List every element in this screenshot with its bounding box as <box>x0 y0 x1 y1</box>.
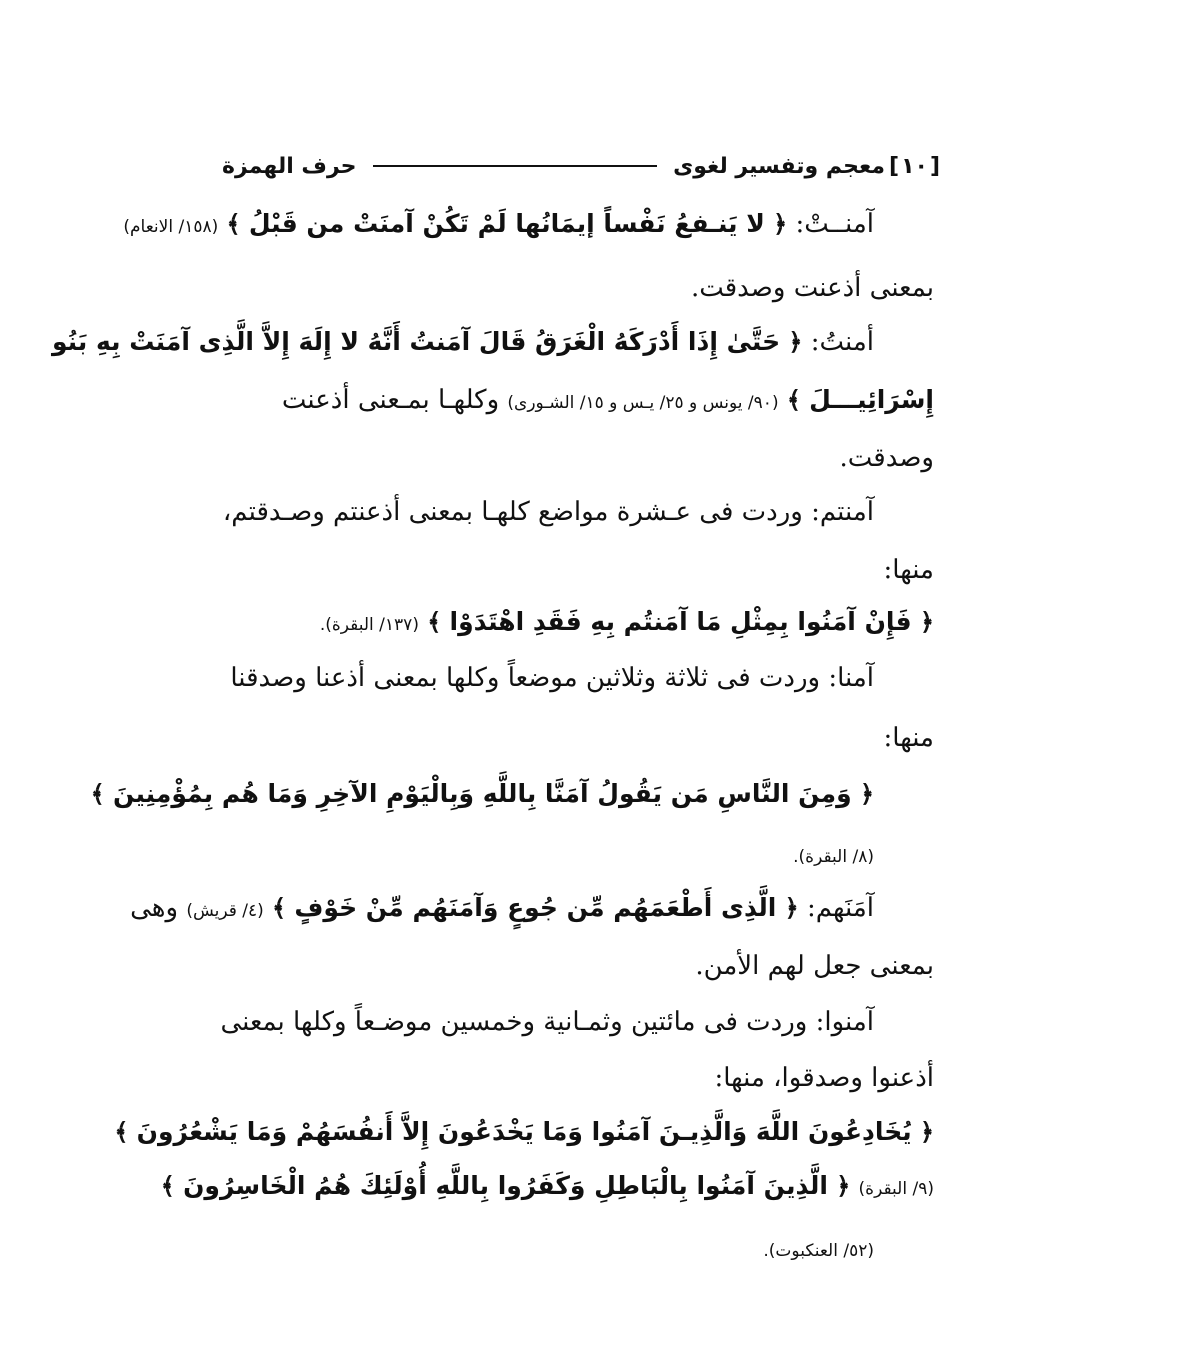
quran-bracket-open: ﴿ <box>836 1172 851 1200</box>
entry-text: وصدقت. <box>839 443 934 473</box>
entry-line <box>222 1058 934 1102</box>
entry-text: آمنتم: وردت فى عـشرة مواضع كلهـا بمعنى أذعنتم وصـدقتم، <box>222 497 874 527</box>
entry-line <box>160 1166 934 1210</box>
quran-verse: فَإِنْ آمَنُوا بِمِثْلِ مَا آمَنتُم بِهِ فَقَدِ اهْتَدَوْا <box>449 607 912 636</box>
entry-line <box>222 380 934 424</box>
running-header <box>222 144 940 188</box>
verse-reference: (٨/ البقرة). <box>793 847 874 867</box>
entry-line <box>222 658 934 702</box>
entry-line <box>222 1228 934 1272</box>
quran-bracket-close: ﴾ <box>272 894 287 922</box>
verse-reference: (٩٠/ يونس و ٢٥/ يـس و ١٥/ الشـورى) <box>507 393 779 413</box>
page-number: ١٠ <box>901 153 928 179</box>
header-rule <box>373 165 658 167</box>
entry-text: آمنوا: وردت فى مائتين وثمـانية وخمسين موضـعاً وكلها بمعنى <box>220 1007 874 1037</box>
quran-bracket-open: ﴿ <box>919 608 934 636</box>
quran-verse: الَّذِى أَطْعَمَهُم مِّن جُوعٍ وَآمَنَهُم مِّنْ خَوْفٍ <box>294 893 777 922</box>
entry-text: بمعنى أذعنت وصدقت. <box>690 273 934 303</box>
entry-text: وكلهـا بمـعنى أذعنت <box>281 385 500 415</box>
entry-line <box>51 322 934 366</box>
entry-text: آمنا: وردت فى ثلاثة وثلاثين موضعاً وكلها بمعنى أذعنا وصدقنا <box>230 663 874 693</box>
entry-line <box>222 1002 934 1046</box>
entry-text: منها: <box>883 555 934 585</box>
verse-reference: (٤/ قريش) <box>186 901 264 921</box>
quran-bracket-close: ﴾ <box>786 386 801 414</box>
quran-verse: حَتَّىٰ إِذَا أَدْرَكَهُ الْغَرَقُ قَالَ آمَنتُ أَنَّهُ لا إِلَهَ إِلاَّ الَّذِى آمَنَتْ بِهِ بَنُو <box>51 327 781 356</box>
quran-bracket-close: ﴾ <box>114 1118 129 1146</box>
entry-line <box>222 946 934 990</box>
quran-bracket-open: ﴿ <box>773 210 788 238</box>
entry-line <box>222 602 934 646</box>
entry-line <box>222 550 934 594</box>
entry-headword: آمنــتْ: <box>787 209 874 239</box>
entry-text: بمعنى جعل لهم الأمن. <box>695 951 934 981</box>
entry-headword: آمَنَهم: <box>798 893 874 923</box>
quran-bracket-close: ﴾ <box>90 780 105 808</box>
entry-line <box>222 718 934 762</box>
entry-line <box>222 438 934 482</box>
quran-bracket-open: ﴿ <box>784 894 799 922</box>
verse-reference: (١٣٧/ البقرة). <box>319 615 419 635</box>
quran-bracket-open: ﴿ <box>859 780 874 808</box>
quran-bracket-close: ﴾ <box>160 1172 175 1200</box>
verse-reference: (٩/ البقرة) <box>858 1179 934 1199</box>
entry-line <box>90 774 934 818</box>
quran-bracket-close: ﴾ <box>226 210 241 238</box>
entry-headword: أمنتُ: <box>802 327 874 357</box>
quran-verse: لا يَنـفعُ نَفْساً إيمَانُها لَمْ تَكُنْ آمنَتْ من قَبْلُ <box>248 209 765 238</box>
entry-text: وهى <box>130 893 179 923</box>
entry-text: أذعنوا وصدقوا، منها: <box>714 1063 934 1093</box>
header-bracket-open: [ <box>929 153 940 179</box>
verse-reference: (٥٢/ العنكبوت). <box>763 1241 874 1261</box>
entry-line <box>114 1112 934 1156</box>
header-bracket-close: ] <box>889 153 900 179</box>
entry-line <box>222 492 934 536</box>
entry-line <box>222 834 934 878</box>
book-title: معجم وتفسير لغوى <box>673 153 886 179</box>
quran-verse: يُخَادِعُونَ اللَّهَ وَالَّذِيـنَ آمَنُوا وَمَا يَخْدَعُونَ إِلاَّ أَنفُسَهُمْ وَمَا يَشْعُرُونَ <box>136 1117 912 1146</box>
quran-verse: إِسْرَائِيـــلَ <box>809 385 934 414</box>
verse-reference: (١٥٨/ الانعام) <box>123 217 219 237</box>
entry-text: منها: <box>883 723 934 753</box>
entry-line <box>222 268 934 312</box>
entry-line <box>130 888 934 932</box>
quran-verse: الَّذِينَ آمَنُوا بِالْبَاطِلِ وَكَفَرُوا بِاللَّهِ أُوْلَئِكَ هُمُ الْخَاسِرُونَ <box>183 1171 828 1200</box>
quran-bracket-close: ﴾ <box>427 608 442 636</box>
quran-bracket-open: ﴿ <box>919 1118 934 1146</box>
chapter-title: حرف الهمزة <box>222 153 357 179</box>
quran-bracket-open: ﴿ <box>788 328 803 356</box>
entry-line <box>123 204 934 248</box>
quran-verse: وَمِنَ النَّاسِ مَن يَقُولُ آمَنَّا بِاللَّهِ وَبِالْيَوْمِ الآخِرِ وَمَا هُم بِمُؤْمِنِينَ <box>112 779 852 808</box>
